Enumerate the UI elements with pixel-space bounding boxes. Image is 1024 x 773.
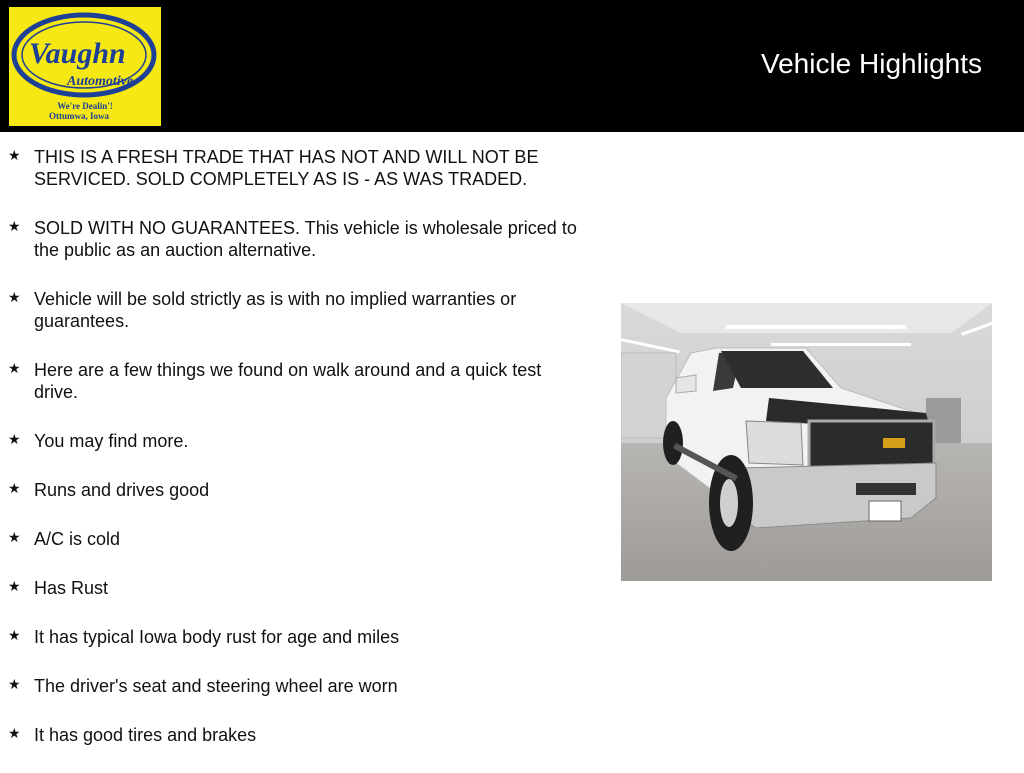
highlight-text: It has good tires and brakes (34, 725, 257, 745)
list-item (8, 288, 578, 332)
star-icon: ★ (8, 431, 21, 447)
star-icon: ★ (8, 480, 21, 496)
star-icon: ★ (8, 578, 21, 594)
star-icon: ★ (8, 360, 21, 376)
list-item (8, 430, 578, 452)
highlight-text: Vehicle will be sold strictly as is with no implied warranties or guarantees. (34, 289, 517, 331)
highlight-text: THIS IS A FRESH TRADE THAT HAS NOT AND WILL NOT BE SERVICED. SOLD COMPLETELY AS IS - AS WAS TRADED. (34, 147, 539, 189)
highlight-text: Runs and drives good (34, 480, 210, 500)
truck-photo-icon (621, 303, 992, 581)
highlight-text: Here are a few things we found on walk around and a quick test drive. (34, 360, 542, 402)
highlight-text: SOLD WITH NO GUARANTEES. This vehicle is wholesale priced to the public as an auction alternative. (34, 218, 577, 260)
dealer-logo (9, 7, 161, 126)
list-item (8, 577, 578, 599)
list-item (8, 626, 578, 648)
highlight-text: Has Rust (34, 578, 109, 598)
logo-brand: Vaughn (29, 37, 126, 70)
star-icon: ★ (8, 529, 21, 545)
logo-tagline: We're Dealin'! (57, 101, 113, 111)
star-icon: ★ (8, 289, 21, 305)
list-item (8, 146, 578, 190)
star-icon: ★ (8, 218, 21, 234)
highlight-text: The driver's seat and steering wheel are worn (34, 676, 398, 696)
list-item (8, 724, 578, 746)
header-bar (0, 0, 1024, 132)
highlight-text: You may find more. (34, 431, 189, 451)
list-item (8, 217, 578, 261)
highlights-list (8, 146, 578, 773)
page-title: Vehicle Highlights (760, 48, 982, 79)
star-icon: ★ (8, 627, 21, 643)
logo-location: Ottumwa, Iowa (49, 111, 109, 121)
vehicle-photo (621, 303, 992, 581)
star-icon: ★ (8, 725, 21, 741)
logo-sub: Automotive (67, 74, 134, 89)
list-item (8, 359, 578, 403)
star-icon: ★ (8, 147, 21, 163)
list-item (8, 528, 578, 550)
list-item (8, 479, 578, 501)
highlight-text: It has typical Iowa body rust for age and miles (34, 627, 400, 647)
star-icon: ★ (8, 676, 21, 692)
highlight-text: A/C is cold (34, 529, 121, 549)
list-item (8, 675, 578, 697)
